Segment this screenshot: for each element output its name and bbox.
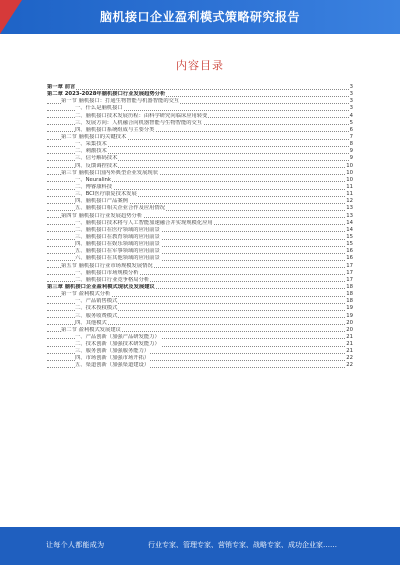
toc-entry[interactable] — [47, 155, 353, 162]
toc-entry-title: 四、脑机接口系统组成与主要分类 — [75, 126, 155, 133]
toc-entry-title: 五、脑机接口在军事领域的应用前景 — [75, 248, 160, 255]
toc-entry-title: 第一章 前言 — [47, 84, 76, 90]
toc-entry[interactable] — [47, 220, 353, 227]
toc-entry[interactable] — [47, 113, 353, 120]
toc-entry-page: 20 — [346, 319, 353, 326]
toc-entry-page: 21 — [346, 333, 353, 340]
footer-tagline: 行业专家、管理专家、营销专家、战略专家、成功企业家…… — [148, 541, 337, 549]
toc-entry[interactable] — [47, 141, 353, 148]
toc-entry[interactable] — [47, 198, 353, 205]
toc-entry-page: 10 — [346, 162, 353, 169]
toc-entry-page: 19 — [346, 312, 353, 319]
toc-entry-title: 四、脑机接口在娱乐领域的应用前景 — [75, 241, 160, 248]
toc-entry[interactable] — [47, 320, 353, 327]
toc-entry-title: 二、刺激技术 — [75, 148, 107, 155]
toc-entry-title: 一、Neuralink — [75, 176, 111, 183]
toc-entry-page: 6 — [349, 126, 353, 133]
toc-entry-title: 三、BCI医疗康复技术发展 — [75, 191, 137, 198]
toc-entry-title: 四、市场创新（加强市场开拓） — [75, 355, 150, 362]
toc-entry-page: 18 — [346, 298, 353, 305]
toc-entry-page: 12 — [346, 198, 353, 205]
toc-entry-title: 一、脑机接口技术将与人工智能加速融合并实现规模化应用 — [75, 219, 213, 226]
toc-entry[interactable] — [47, 277, 353, 284]
toc-entry-title: 四、脑机接口产品案例 — [75, 198, 128, 205]
toc-entry-title: 二、技术授权模式 — [75, 305, 118, 312]
toc-entry-page: 16 — [346, 248, 353, 255]
toc-entry[interactable] — [47, 191, 353, 198]
footer-slogan: 让每个人都能成为 — [46, 541, 105, 549]
toc-entry[interactable] — [47, 134, 353, 141]
toc-entry[interactable] — [47, 298, 353, 305]
toc-entry[interactable] — [47, 91, 353, 98]
toc-entry[interactable] — [47, 105, 353, 112]
toc-entry-page: 7 — [349, 133, 353, 140]
toc-entry-title: 三、服务收费模式 — [75, 312, 118, 319]
toc-entry[interactable] — [47, 348, 353, 355]
toc-entry-title: 第二节 盈利模式发展建议 — [61, 326, 121, 333]
toc-entry-page: 17 — [346, 262, 353, 269]
toc-entry-page: 9 — [349, 148, 353, 155]
toc-entry[interactable] — [47, 120, 353, 127]
toc-entry-page: 9 — [349, 155, 353, 162]
toc-entry[interactable] — [47, 227, 353, 234]
toc-entry-page: 5 — [349, 119, 353, 126]
table-of-contents — [47, 84, 353, 370]
toc-entry-title: 二、博睿康科技 — [75, 183, 113, 190]
toc-entry-title: 第二章 2023-2028年脑机接口行业发展趋势分析 — [47, 91, 166, 98]
toc-entry-title: 第一节 盈利模式分析 — [61, 291, 111, 298]
toc-entry-title: 三、脑机接口在教育领域的应用前景 — [75, 233, 160, 240]
toc-entry-page: 11 — [346, 191, 353, 198]
toc-entry-title: 四、其他模式 — [75, 319, 107, 326]
toc-entry[interactable] — [47, 148, 353, 155]
toc-entry-page: 11 — [346, 183, 353, 190]
toc-entry-title: 第三节 脑机接口国内外典型企业发展现状 — [61, 169, 159, 176]
toc-entry-page: 13 — [346, 212, 353, 219]
toc-entry-page: 17 — [346, 276, 353, 283]
toc-entry-page: 3 — [349, 84, 353, 90]
toc-entry-title: 一、产品销售模式 — [75, 298, 118, 305]
toc-entry[interactable] — [47, 170, 353, 177]
toc-entry[interactable] — [47, 334, 353, 341]
toc-entry-page: 21 — [346, 341, 353, 348]
toc-entry[interactable] — [47, 177, 353, 184]
toc-entry[interactable] — [47, 313, 353, 320]
toc-entry[interactable] — [47, 241, 353, 248]
toc-entry-page: 20 — [346, 326, 353, 333]
toc-entry-title: 四、反馈调控技术 — [75, 162, 118, 169]
toc-entry-title: 六、脑机接口在其他领域的应用前景 — [75, 255, 160, 262]
toc-entry[interactable] — [47, 362, 353, 369]
toc-entry[interactable] — [47, 284, 353, 291]
toc-entry-page: 3 — [349, 98, 353, 105]
toc-entry[interactable] — [47, 270, 353, 277]
toc-entry-page: 22 — [346, 355, 353, 362]
toc-entry[interactable] — [47, 127, 353, 134]
toc-entry-title: 第三章 脑机接口企业盈利模式现状及发展建议 — [47, 283, 155, 290]
toc-entry[interactable] — [47, 263, 353, 270]
toc-entry-page: 19 — [346, 305, 353, 312]
toc-entry-page: 14 — [346, 219, 353, 226]
toc-entry-page: 8 — [349, 141, 353, 148]
toc-entry[interactable] — [47, 98, 353, 105]
toc-entry-page: 21 — [346, 348, 353, 355]
toc-entry-page: 3 — [349, 105, 353, 112]
toc-entry-title: 二、脑机接口技术发展历程：由科学研究向临床应用转变 — [75, 112, 208, 119]
toc-entry-title: 一、采集技术 — [75, 141, 107, 148]
header-banner — [0, 0, 400, 34]
toc-entry-title: 二、脑机接口行业竞争格局分析 — [75, 276, 150, 283]
toc-entry-page: 18 — [346, 283, 353, 290]
toc-entry-page: 18 — [346, 291, 353, 298]
toc-entry-title: 第一节 脑机接口：打通生物智能与机器智能的交互 — [61, 98, 180, 105]
toc-entry-title: 一、脑机接口市场规模分析 — [75, 269, 139, 276]
toc-entry[interactable] — [47, 341, 353, 348]
toc-entry[interactable] — [47, 248, 353, 255]
toc-entry[interactable] — [47, 327, 353, 334]
toc-entry[interactable] — [47, 84, 353, 91]
toc-entry-title: 第四节 脑机接口行业发展趋势分析 — [61, 212, 143, 219]
toc-entry[interactable] — [47, 163, 353, 170]
toc-entry-title: 五、脑机接口相关企业合作及应用情况 — [75, 205, 166, 212]
toc-entry-page: 10 — [346, 176, 353, 183]
toc-entry-title: 三、服务创新（加强服务能力） — [75, 348, 150, 355]
toc-entry-page: 16 — [346, 255, 353, 262]
toc-entry-title: 三、信号解码技术 — [75, 155, 118, 162]
toc-entry[interactable] — [47, 355, 353, 362]
toc-entry-title: 二、技术创新（加强技术研发能力） — [75, 341, 160, 348]
toc-entry-title: 二、脑机接口在医疗领域的应用前景 — [75, 226, 160, 233]
toc-entry-page: 22 — [346, 362, 353, 369]
toc-entry[interactable] — [47, 255, 353, 262]
toc-entry-page: 15 — [346, 241, 353, 248]
toc-entry-title: 第五节 脑机接口行业市场规模发展情况 — [61, 262, 153, 269]
toc-entry-title: 一、产品创新（加强产品研发能力） — [75, 333, 160, 340]
toc-entry[interactable] — [47, 234, 353, 241]
toc-entry-page: 13 — [346, 205, 353, 212]
toc-entry-page: 3 — [349, 91, 353, 98]
report-title: 脑机接口企业盈利模式策略研究报告 — [99, 10, 300, 24]
toc-entry-page: 14 — [346, 226, 353, 233]
toc-entry-page: 17 — [346, 269, 353, 276]
toc-entry-title: 五、渠道创新（加强渠道建设） — [75, 362, 150, 369]
toc-entry-title: 三、发展方向：人机融合向机器智能与生物智能的交互 — [75, 119, 203, 126]
toc-leader-dots — [47, 89, 353, 90]
toc-entry[interactable] — [47, 291, 353, 298]
toc-entry-page: 10 — [346, 169, 353, 176]
footer-banner — [0, 527, 400, 565]
toc-heading: 内容目录 — [176, 59, 224, 72]
toc-entry-title: 一、什么是脑机接口 — [75, 105, 123, 112]
toc-entry[interactable] — [47, 184, 353, 191]
toc-entry-page: 15 — [346, 233, 353, 240]
toc-entry-title: 第二节 脑机接口的关键技术 — [61, 133, 127, 140]
toc-entry[interactable] — [47, 205, 353, 212]
toc-entry-page: 4 — [349, 112, 353, 119]
toc-entry[interactable] — [47, 305, 353, 312]
toc-entry[interactable] — [47, 213, 353, 220]
